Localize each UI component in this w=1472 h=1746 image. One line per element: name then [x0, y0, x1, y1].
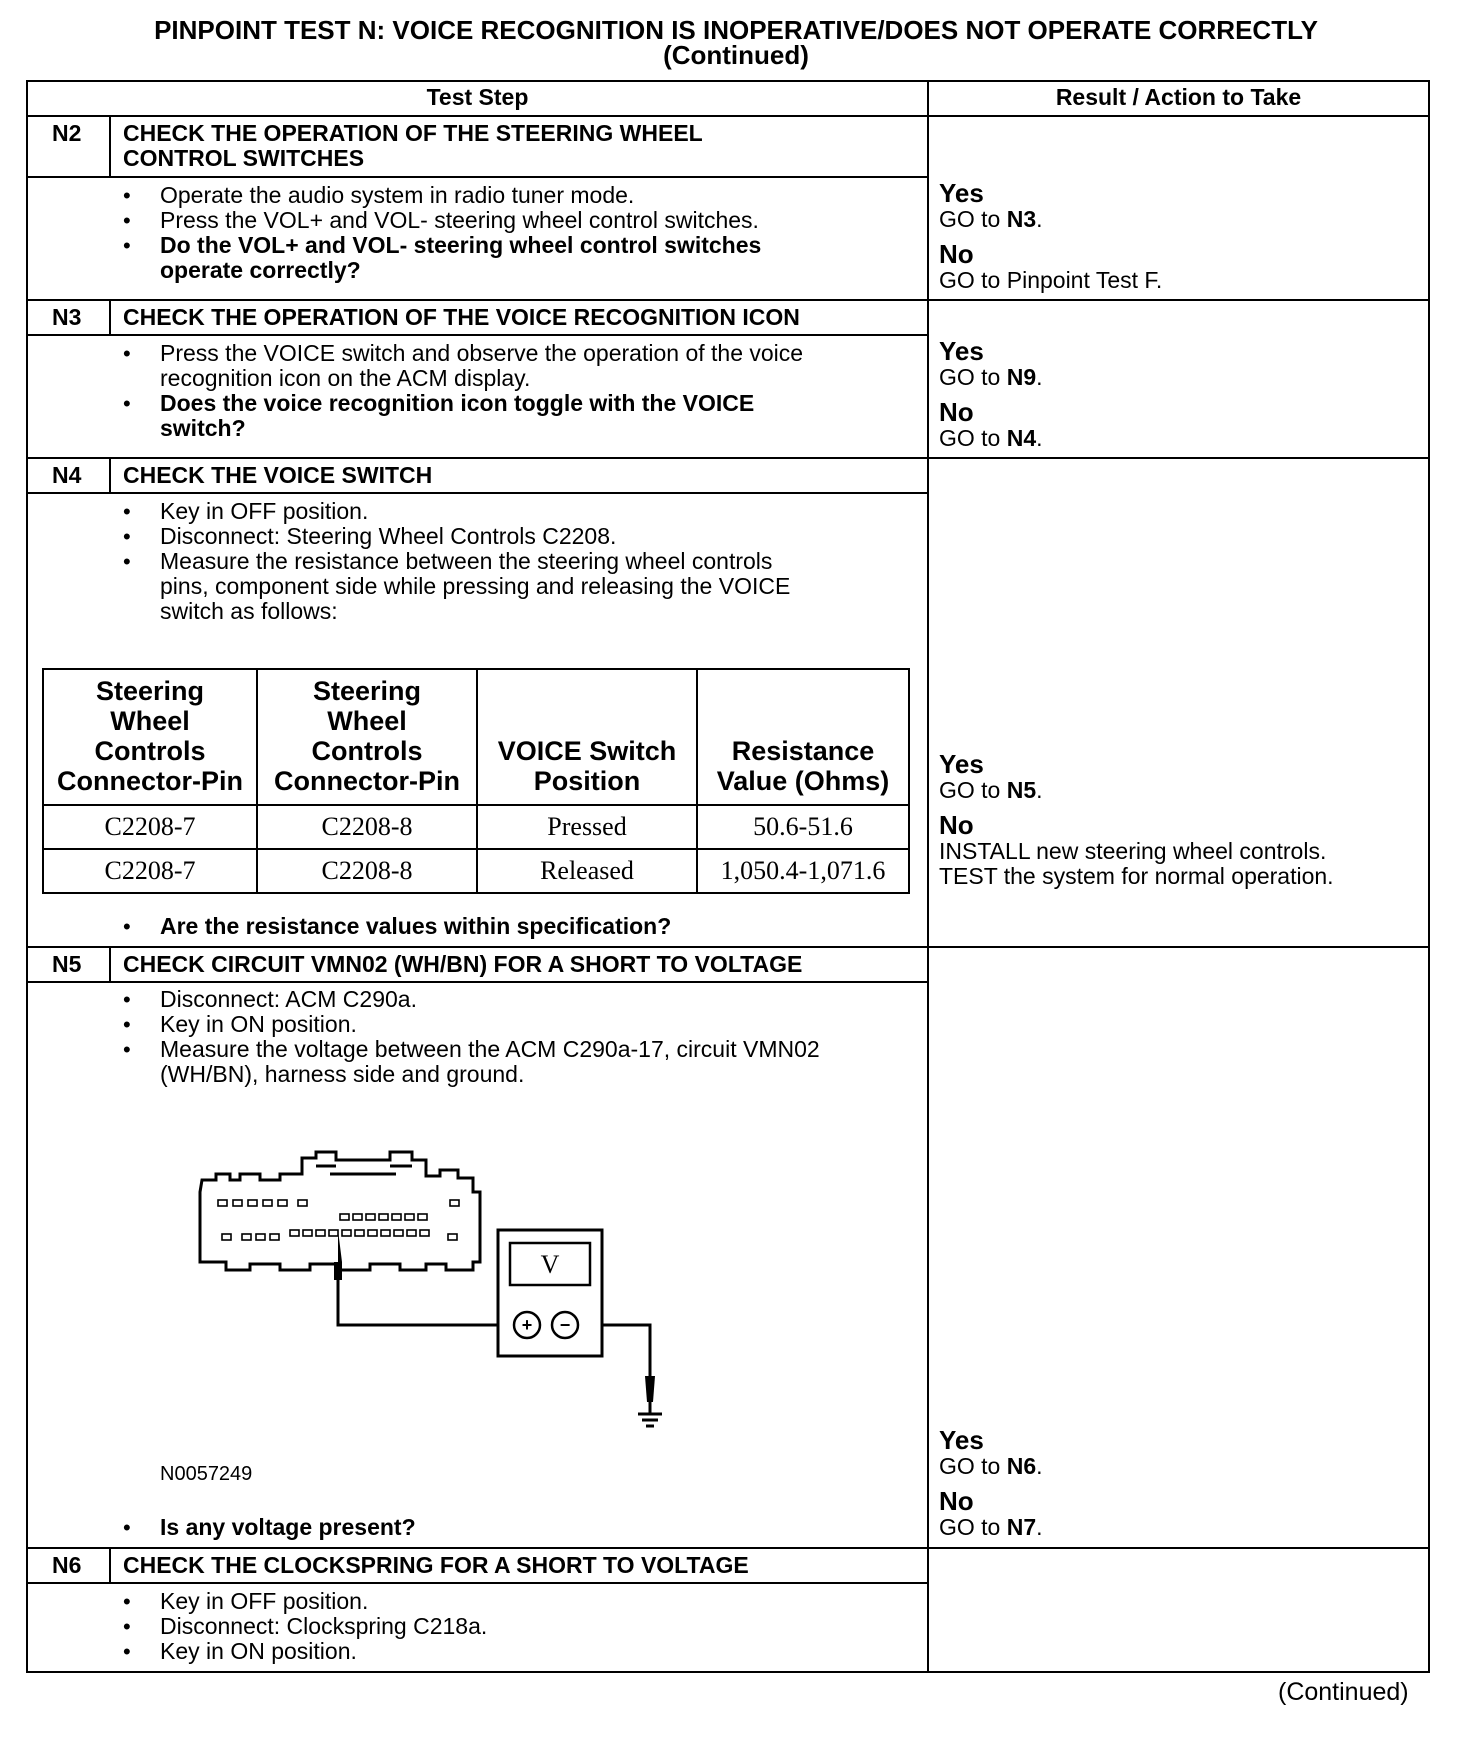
- negative-symbol: −: [559, 1315, 571, 1335]
- no-action: GO to N7.: [939, 1514, 1043, 1540]
- no-label: No: [939, 1486, 974, 1516]
- link-target: N6: [1006, 1453, 1037, 1479]
- row-divider: [26, 334, 929, 336]
- no-action: INSTALL new steering wheel controls.: [939, 838, 1327, 864]
- probe-tip: [334, 1230, 342, 1280]
- instruction: Measure the resistance between the steering wheel controls: [160, 548, 773, 574]
- question: operate correctly?: [160, 257, 361, 283]
- table-row: [43, 805, 909, 849]
- no-action: GO to Pinpoint Test F.: [939, 267, 1163, 293]
- no-action: TEST the system for normal operation.: [939, 863, 1334, 889]
- table-border: [26, 1671, 1430, 1673]
- instruction: Operate the audio system in radio tuner mode.: [160, 182, 635, 208]
- id-divider: [109, 1547, 111, 1582]
- instruction: Key in ON position.: [160, 1638, 357, 1664]
- instruction: Key in OFF position.: [160, 1588, 369, 1614]
- bullet: •: [123, 1614, 131, 1639]
- row-divider: [26, 981, 929, 983]
- yes-action: GO to N6.: [939, 1453, 1043, 1479]
- header-test-step: Test Step: [426, 84, 529, 110]
- question: Are the resistance values within specification?: [160, 913, 672, 939]
- table-cell: C2208-7: [43, 805, 257, 849]
- id-divider: [109, 299, 111, 334]
- bullet: •: [123, 233, 131, 258]
- instruction: Key in ON position.: [160, 1011, 357, 1037]
- instruction: (WH/BN), harness side and ground.: [160, 1061, 525, 1087]
- row-divider: [26, 176, 929, 178]
- link-target: N7: [1006, 1514, 1037, 1540]
- instruction: switch as follows:: [160, 598, 338, 624]
- continued-footer: (Continued): [1278, 1678, 1409, 1706]
- question: Does the voice recognition icon toggle with the VOICE: [160, 390, 755, 416]
- row-divider: [26, 492, 929, 494]
- table-cell: C2208-8: [257, 805, 477, 849]
- resistance-table: [42, 668, 910, 894]
- step-id: N2: [52, 120, 82, 146]
- table-header: VOICE Switch Position: [477, 669, 697, 805]
- row-divider: [26, 299, 1430, 301]
- instruction: Press the VOICE switch and observe the operation of the voice: [160, 340, 804, 366]
- no-label: No: [939, 397, 974, 427]
- yes-label: Yes: [939, 336, 984, 366]
- table-cell: 1,050.4-1,071.6: [697, 849, 909, 893]
- step-id: N4: [52, 462, 82, 488]
- no-action: GO to N4.: [939, 425, 1043, 451]
- no-label: No: [939, 810, 974, 840]
- ground-icon: [638, 1402, 662, 1426]
- step-title: CHECK THE OPERATION OF THE STEERING WHEEL: [123, 120, 703, 146]
- yes-action: GO to N3.: [939, 206, 1043, 232]
- instruction: Press the VOL+ and VOL- steering wheel control switches.: [160, 207, 759, 233]
- step-title: CHECK THE VOICE SWITCH: [123, 462, 433, 488]
- yes-label: Yes: [939, 1425, 984, 1455]
- step-id: N3: [52, 304, 82, 330]
- row-divider: [26, 1547, 1430, 1549]
- step-title: CHECK THE CLOCKSPRING FOR A SHORT TO VOLTAGE: [123, 1552, 749, 1578]
- no-label: No: [939, 239, 974, 269]
- page-title: PINPOINT TEST N: VOICE RECOGNITION IS INOPERATIVE/DOES NOT OPERATE CORRECTLY: [154, 15, 1318, 45]
- instruction: Disconnect: Steering Wheel Controls C2208.: [160, 523, 617, 549]
- id-divider: [109, 946, 111, 981]
- bullet: •: [123, 341, 131, 366]
- row-divider: [26, 1582, 929, 1584]
- row-divider: [26, 457, 1430, 459]
- instruction: pins, component side while pressing and releasing the VOICE: [160, 573, 791, 599]
- positive-lead: [338, 1280, 514, 1325]
- step-title: CONTROL SWITCHES: [123, 145, 365, 171]
- bullet: •: [123, 208, 131, 233]
- question: switch?: [160, 415, 246, 441]
- step-id: N6: [52, 1552, 82, 1578]
- table-cell: Released: [477, 849, 697, 893]
- link-target: N9: [1006, 364, 1037, 390]
- step-id: N5: [52, 951, 82, 977]
- bullet: •: [123, 499, 131, 524]
- bullet: •: [123, 391, 131, 416]
- positive-symbol: +: [521, 1315, 533, 1335]
- link-target: N5: [1006, 777, 1037, 803]
- header-result: Result / Action to Take: [1055, 84, 1302, 110]
- link-target: N3: [1006, 206, 1037, 232]
- row-divider: [26, 946, 1430, 948]
- table-row: [43, 849, 909, 893]
- step-title: CHECK CIRCUIT VMN02 (WH/BN) FOR A SHORT TO VOLTAGE: [123, 951, 803, 977]
- step-title: CHECK THE OPERATION OF THE VOICE RECOGNITION ICON: [123, 304, 800, 330]
- question: Is any voltage present?: [160, 1514, 416, 1540]
- yes-action: GO to N9.: [939, 364, 1043, 390]
- connector-latch: [316, 1166, 412, 1174]
- instruction: Disconnect: Clockspring C218a.: [160, 1613, 488, 1639]
- table-cell: Pressed: [477, 805, 697, 849]
- row-divider: [26, 115, 1430, 117]
- bullet: •: [123, 1515, 131, 1540]
- bullet: •: [123, 914, 131, 939]
- table-border: [26, 80, 1430, 82]
- instruction: recognition icon on the ACM display.: [160, 365, 531, 391]
- instruction: Measure the voltage between the ACM C290a-17, circuit VMN02: [160, 1036, 820, 1062]
- voltmeter-unit-label: V: [540, 1250, 560, 1279]
- bullet: •: [123, 549, 131, 574]
- table-cell: 50.6-51.6: [697, 805, 909, 849]
- yes-action: GO to N5.: [939, 777, 1043, 803]
- link-target: N4: [1006, 425, 1037, 451]
- bullet: •: [123, 524, 131, 549]
- table-header: Steering Wheel Controls Connector-Pin: [43, 669, 257, 805]
- yes-label: Yes: [939, 178, 984, 208]
- ground-probe: [645, 1376, 655, 1402]
- id-divider: [109, 115, 111, 176]
- table-border: [26, 80, 28, 1673]
- bullet: •: [123, 987, 131, 1012]
- id-divider: [109, 457, 111, 492]
- instruction: Key in OFF position.: [160, 498, 369, 524]
- bullet: •: [123, 1589, 131, 1614]
- question: Do the VOL+ and VOL- steering wheel control switches: [160, 232, 762, 258]
- table-header: Steering Wheel Controls Connector-Pin: [257, 669, 477, 805]
- voltage-measurement-diagram: [190, 1140, 750, 1440]
- table-border: [1428, 80, 1430, 1673]
- bullet: •: [123, 183, 131, 208]
- figure-id: N0057249: [160, 1463, 253, 1485]
- page-subtitle: (Continued): [663, 40, 809, 70]
- bullet: •: [123, 1012, 131, 1037]
- bullet: •: [123, 1639, 131, 1664]
- yes-label: Yes: [939, 749, 984, 779]
- table-header: Resistance Value (Ohms): [697, 669, 909, 805]
- bullet: •: [123, 1037, 131, 1062]
- instruction: Disconnect: ACM C290a.: [160, 986, 417, 1012]
- column-divider: [927, 80, 929, 1673]
- table-cell: C2208-7: [43, 849, 257, 893]
- table-cell: C2208-8: [257, 849, 477, 893]
